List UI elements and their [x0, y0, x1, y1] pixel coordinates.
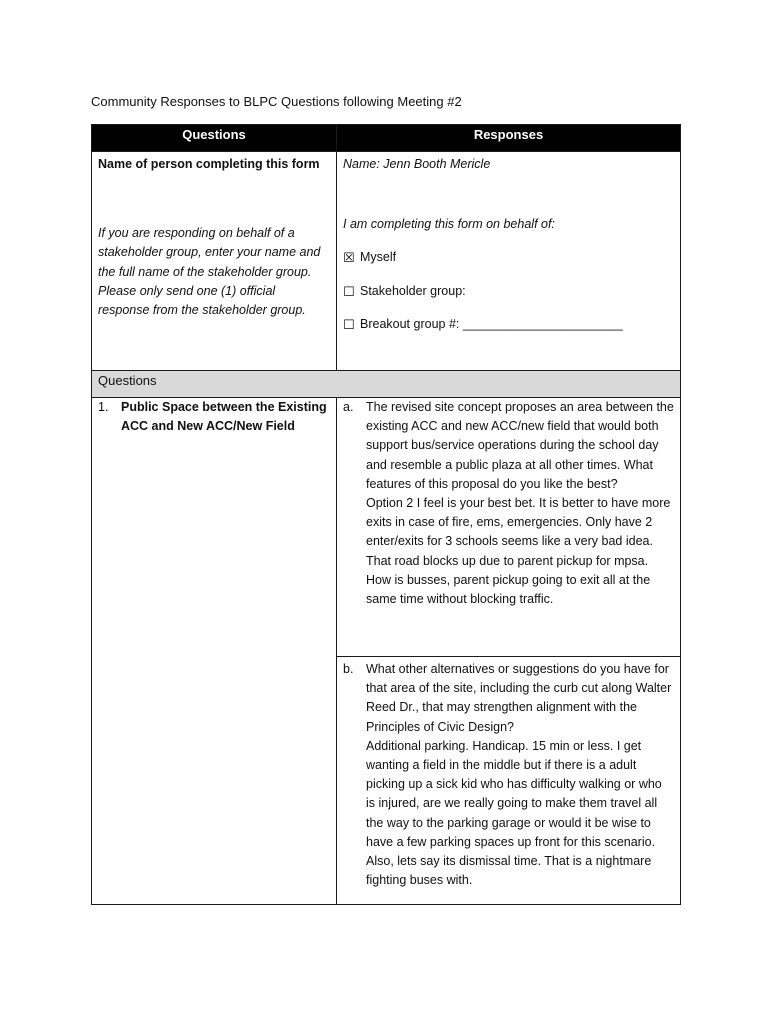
sub-question-letter: b. [343, 662, 354, 676]
questions-column-header: Questions [92, 125, 337, 152]
stakeholder-instructions: If you are responding on behalf of a stakeholder group, enter your name and the full name of the stakeholder group. Please only send one (1) official response from the stakeholder group. [98, 226, 321, 318]
sub-question-a [343, 398, 674, 609]
intro-row [92, 152, 681, 371]
responses-column-header: Responses [337, 125, 681, 152]
option-label: Stakeholder group: [360, 283, 466, 298]
sub-question-b [343, 660, 674, 890]
question-1-row-a [92, 398, 681, 657]
response-form-table [91, 124, 681, 905]
respondent-name: Name: Jenn Booth Mericle [343, 157, 491, 171]
question-1-title: Public Space between the Existing ACC and New ACC/New Field [121, 400, 327, 434]
option-label: Myself [360, 250, 397, 265]
question-1-item [98, 398, 330, 436]
intro-response-cell [337, 152, 681, 371]
response-a-text-2: That road blocks up due to parent pickup for mpsa. How is busses, parent pickup going to exit all at the same time without blocking traffic. [366, 553, 651, 607]
sub-question-letter: a. [343, 400, 354, 414]
table-header-row [92, 125, 681, 152]
option-myself[interactable] [343, 248, 674, 267]
question-1-cell [92, 398, 337, 905]
intro-question-cell [92, 152, 337, 371]
response-a-cell [337, 398, 681, 657]
questions-section-row [92, 371, 681, 398]
on-behalf-of-label: I am completing this form on behalf of: [343, 217, 555, 232]
option-stakeholder-group[interactable] [343, 282, 674, 301]
sub-question-b-prompt: What other alternatives or suggestions do you have for that area of the site, including the curb cut along Walter Reed Dr., that may strengthen alignment with the Principles of Civic Design? [366, 662, 672, 734]
question-number: 1. [98, 400, 109, 414]
response-b-text: Additional parking. Handicap. 15 min or less. I get wanting a field in the middle but if there is a adult picking up a sick kid who has difficulty walking or who is injured, are we really going to make them travel all the way to the parking garage or would it be wise to have a few parking spaces up front for this scenario. Also, lets say its dismissal time. That is a nightmare fighting buses with. [366, 738, 662, 888]
response-a-text-1: Option 2 I feel is your best bet. It is better to have more exits in case of fire, ems, emergencies. Only have 2 enter/exits for 3 schools seems like a very bad idea. [366, 496, 671, 549]
questions-section-label: Questions [92, 371, 681, 398]
checked-checkbox-icon[interactable]: ☒ [343, 250, 355, 266]
option-breakout-group[interactable] [343, 315, 674, 334]
unchecked-checkbox-icon[interactable]: ☐ [343, 283, 355, 299]
unchecked-checkbox-icon[interactable]: ☐ [343, 316, 355, 332]
page-title: Community Responses to BLPC Questions following Meeting #2 [91, 94, 462, 109]
sub-question-a-prompt: The revised site concept proposes an area between the existing ACC and new ACC/new field that would both support bus/service operations during the school day and resemble a public plaza at all other times. What features of this proposal do you like the best? [366, 400, 674, 491]
name-question-label: Name of person completing this form [98, 157, 320, 171]
response-b-cell [337, 657, 681, 905]
option-label: Breakout group #: _______________________ [360, 316, 623, 331]
